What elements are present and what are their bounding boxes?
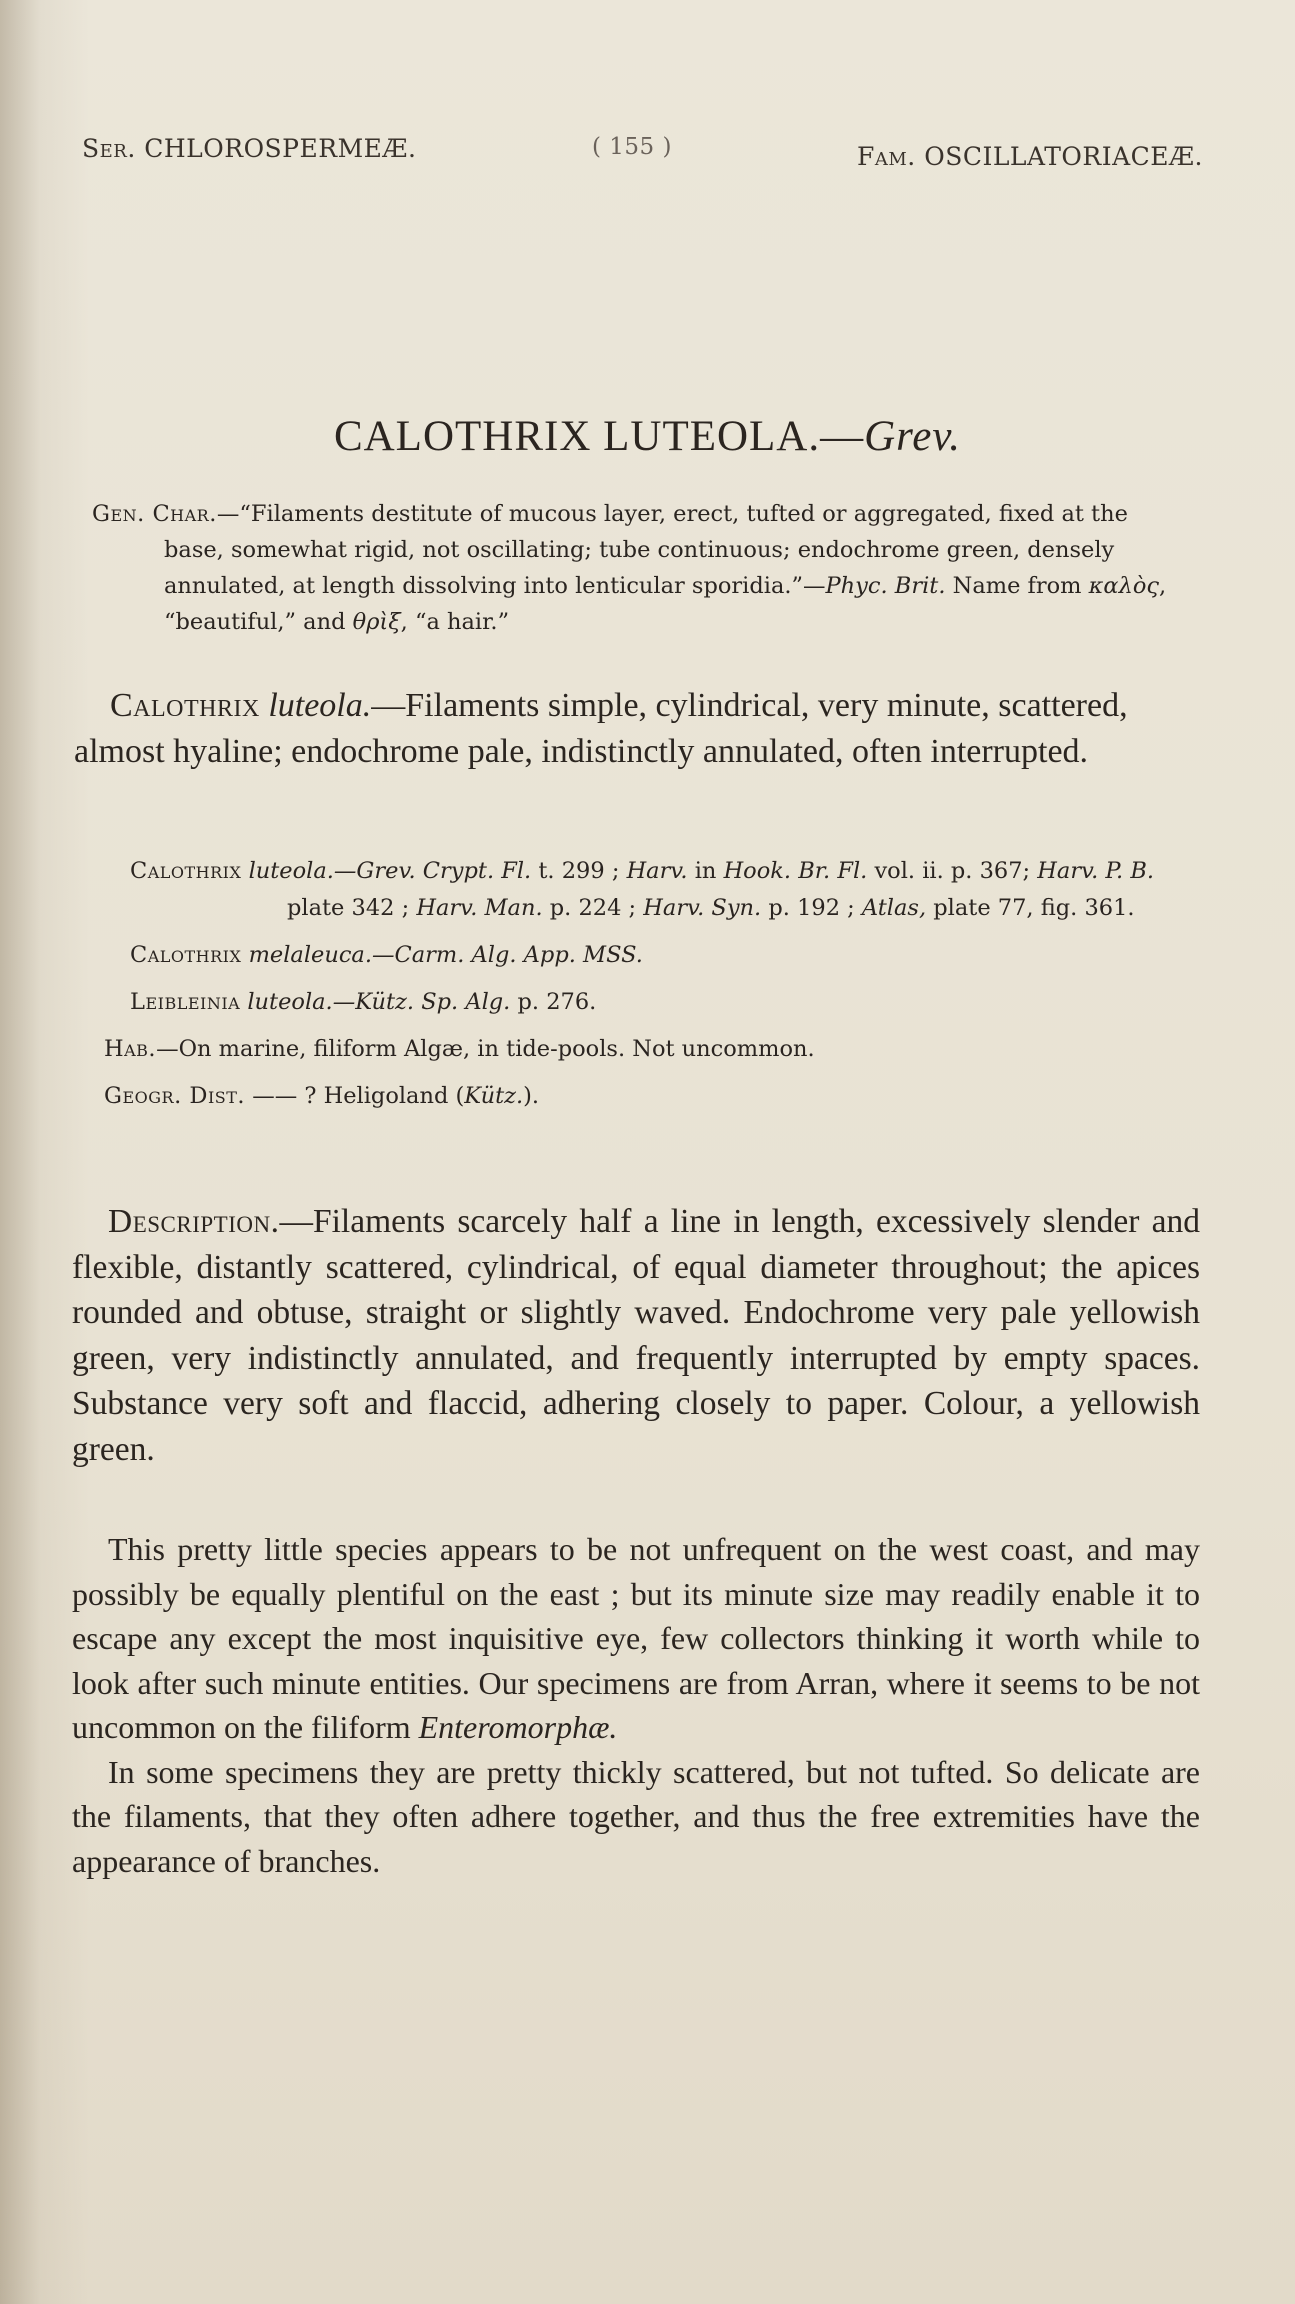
ref-text: plate 342 ; bbox=[287, 895, 417, 921]
gen-char-text: —“Filaments destitute of mucous layer, erect, tufted or aggregated, fixed at the base, somewhat rigid, not oscillating; tube continuous; endochrome green, densely annulated, at length dissolving into lenticular sporidia.”— bbox=[164, 501, 1128, 599]
etymology-text-2: , “beautiful,” and bbox=[164, 573, 1167, 635]
generic-character-paragraph bbox=[92, 496, 1192, 640]
ref-hook: Hook. Br. Fl. bbox=[723, 858, 868, 884]
geogr-text: —— ? Heligoland ( bbox=[245, 1083, 465, 1109]
ref-text: plate 77, fig. 361. bbox=[926, 895, 1135, 921]
title-author: Grev. bbox=[864, 413, 962, 460]
habitat-label: Hab. bbox=[104, 1036, 157, 1062]
diagnosis-species: luteola. bbox=[268, 687, 372, 724]
ref-text: t. 299 ; bbox=[531, 858, 627, 884]
etymology-text-3: , “a hair.” bbox=[400, 609, 510, 635]
habitat-line bbox=[104, 1031, 1202, 1068]
geogr-label: Geogr. Dist. bbox=[104, 1083, 246, 1109]
geographic-distribution-line bbox=[104, 1078, 1202, 1115]
synonym-calothrix-melaleuca bbox=[130, 937, 1202, 974]
ref-text: p. 192 ; bbox=[761, 895, 862, 921]
title-name: CALOTHRIX LUTEOLA.— bbox=[333, 413, 865, 460]
gen-char-label: Gen. Char. bbox=[92, 501, 217, 527]
habitat-text: —On marine, filiform Algæ, in tide-pools. Not uncommon. bbox=[156, 1036, 815, 1062]
ref-text: p. 276. bbox=[510, 989, 597, 1015]
synonymy-block bbox=[104, 853, 1202, 1125]
species-title bbox=[0, 412, 1295, 461]
commentary-section bbox=[72, 1527, 1200, 1883]
running-header bbox=[82, 126, 1203, 171]
synonym-genus: Calothrix bbox=[130, 942, 242, 968]
greek-word-thrix: θρὶξ bbox=[352, 609, 401, 635]
commentary-italic-genus: Enteromorphæ. bbox=[418, 1709, 618, 1745]
diagnosis-genus: Calothrix bbox=[110, 687, 260, 724]
gen-char-source: Phyc. Brit. bbox=[825, 573, 946, 599]
synonym-calothrix-luteola bbox=[130, 853, 1202, 927]
greek-word-kalos: καλὸς bbox=[1088, 573, 1160, 599]
synonym-leibleinia-luteola bbox=[130, 984, 1202, 1021]
synonym-species: luteola. bbox=[248, 858, 334, 884]
ref-harv: Harv. bbox=[626, 858, 688, 884]
page-number: ( 155 ) bbox=[592, 134, 672, 160]
commentary-paragraph-1 bbox=[72, 1527, 1200, 1750]
etymology-text-1: Name from bbox=[945, 573, 1089, 599]
diagnosis-text: —Filaments simple, cylindrical, very minute, scattered, almost hyaline; endochrome pale, indistinctly annulated, often interrupted. bbox=[74, 687, 1128, 770]
synonym-genus: Leibleinia bbox=[130, 989, 241, 1015]
ref-text: p. 224 ; bbox=[542, 895, 644, 921]
commentary-text: This pretty little species appears to be not unfrequent on the west coast, and may possibly be equally plentiful on the east ; but its minute size may readily enable it to escape any except the most inquisitive eye, few collectors thinking it worth while to look after such minute entities. Our specimens are from Arran, where it seems to be not uncommon on the filiform bbox=[72, 1531, 1200, 1745]
synonym-reference: melaleuca.—Carm. Alg. App. MSS. bbox=[248, 942, 643, 968]
description-paragraph bbox=[72, 1199, 1200, 1472]
ref-text: vol. ii. p. 367; bbox=[867, 858, 1038, 884]
ref-harv-man: Harv. Man. bbox=[416, 895, 543, 921]
geogr-authority: Kütz. bbox=[464, 1083, 524, 1109]
synonym-reference: luteola.—Kütz. Sp. Alg. bbox=[247, 989, 511, 1015]
description-label: Description. bbox=[108, 1203, 280, 1240]
ref-atlas: Atlas, bbox=[861, 895, 927, 921]
description-text: —Filaments scarcely half a line in length, excessively slender and flexible, distantly scattered, cylindrical, of equal diameter throughout; the apices rounded and obtuse, straight or slightly waved. Endochrome very pale yellowish green, very indistinctly annulated, and frequently interrupted by empty spaces. Substance very soft and flaccid, adhering closely to paper. Colour, a yellowish green. bbox=[72, 1203, 1200, 1468]
geogr-close: ). bbox=[523, 1083, 540, 1109]
diagnosis-paragraph bbox=[74, 683, 1200, 775]
ref-harv-pb: Harv. P. B. bbox=[1037, 858, 1155, 884]
description-section bbox=[72, 1199, 1200, 1472]
ref-grev: —Grev. Crypt. Fl. bbox=[333, 858, 532, 884]
header-family: Fam. OSCILLATORIACEÆ. bbox=[857, 142, 1203, 171]
species-diagnosis bbox=[74, 683, 1200, 775]
commentary-paragraph-2: In some specimens they are pretty thickly scattered, but not tufted. So delicate are the filaments, that they often adhere together, and thus the free extremities have the appearance of branches. bbox=[72, 1753, 1200, 1879]
header-series: Ser. CHLOROSPERMEÆ. bbox=[82, 134, 417, 163]
ref-harv-syn: Harv. Syn. bbox=[643, 895, 762, 921]
ref-text: in bbox=[687, 858, 724, 884]
synonym-genus: Calothrix bbox=[130, 858, 242, 884]
generic-character bbox=[92, 496, 1192, 640]
